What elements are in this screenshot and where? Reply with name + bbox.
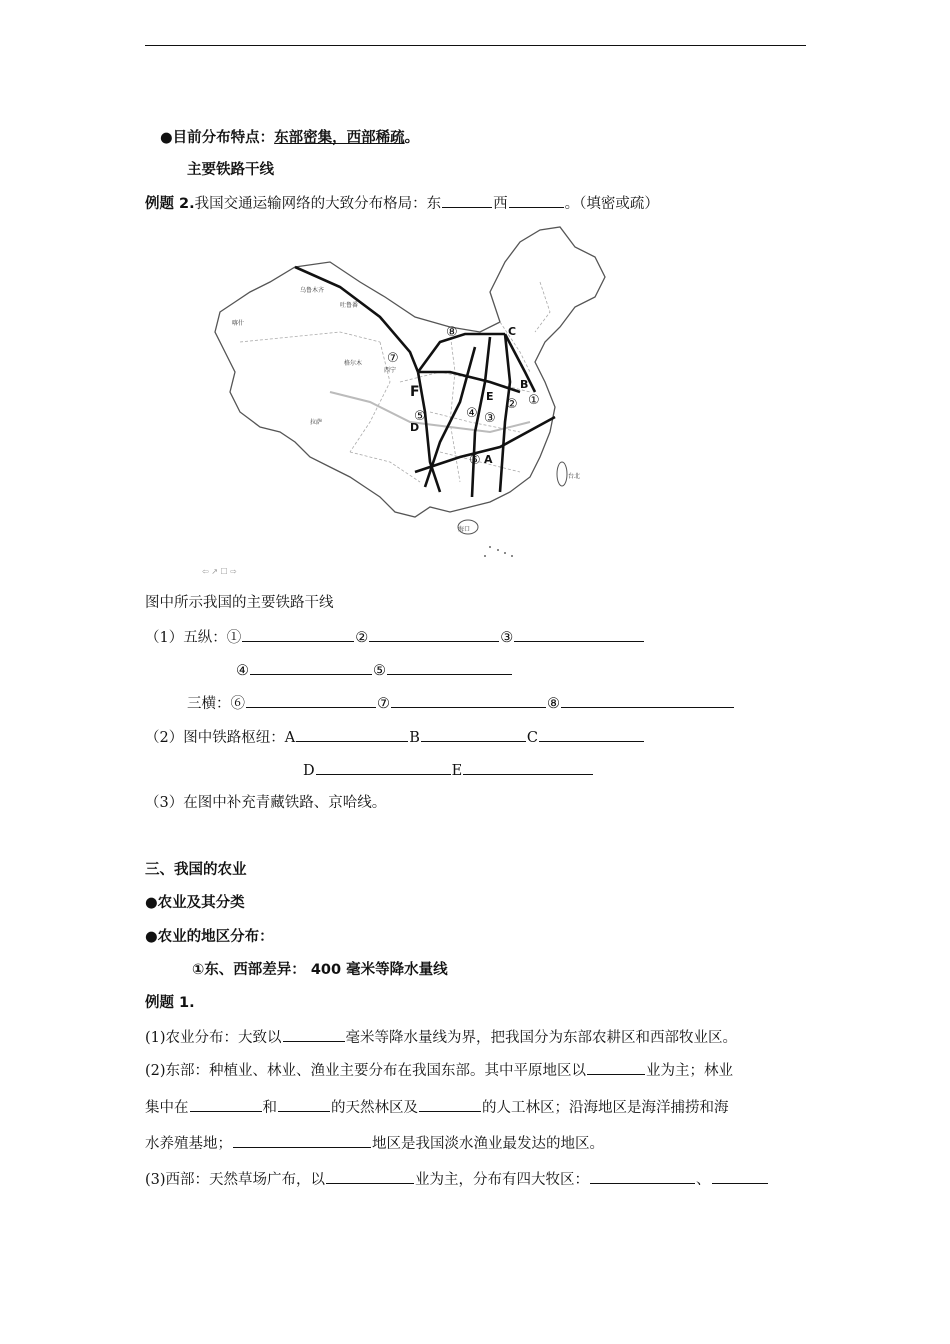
map-number-6: ⑥	[469, 453, 481, 468]
q1-circ2: ②	[355, 630, 369, 646]
map-number-1: ①	[528, 393, 540, 408]
blank-west-agri[interactable]	[326, 1169, 414, 1184]
e1-line3-c: 的天然林区及	[331, 1100, 418, 1116]
map-city-golmud: 格尔木	[344, 360, 363, 367]
blank-hub-c[interactable]	[539, 727, 644, 742]
map-city-xining: 西宁	[384, 367, 397, 374]
q2-line2	[303, 760, 594, 781]
map-hub-D: D	[410, 421, 420, 434]
blank-rainfall[interactable]	[283, 1027, 345, 1042]
distribution-line	[160, 128, 419, 148]
e1-line2	[145, 1060, 733, 1081]
blank-hub-e[interactable]	[463, 760, 593, 775]
map-number-8: ⑧	[446, 325, 458, 340]
q2-hub-a: A	[284, 730, 296, 746]
example2-hint: 。（填密或疏）	[564, 196, 659, 212]
map-city-urumqi: 乌鲁木齐	[300, 287, 325, 294]
q1-circ4: ④	[236, 663, 249, 679]
example1-label: 例题 1.	[145, 995, 195, 1011]
q2-hub-c: C	[526, 730, 538, 746]
e1-line1-b: 毫米等降水量线为界，把我国分为东部农耕区和西部牧业区。	[345, 1030, 738, 1046]
bullet-distribution: ●目前分布特点：	[160, 130, 275, 146]
south-sea-islands	[484, 546, 513, 557]
east-west-heading: ①东、西部差异： 400 毫米等降水量线	[192, 962, 448, 978]
heng-circ7: ⑦	[377, 696, 390, 712]
blank-west[interactable]	[509, 193, 564, 208]
blank-pasture-2[interactable]	[712, 1169, 768, 1184]
blank-pasture-1[interactable]	[590, 1169, 695, 1184]
header-rule	[145, 45, 806, 46]
blank-hub-b[interactable]	[421, 727, 526, 742]
blank-q1-2[interactable]	[369, 627, 499, 642]
q1-line2	[236, 660, 513, 681]
blank-hub-a[interactable]	[296, 727, 408, 742]
bullet-agri-regions: ●农业的地区分布：	[145, 929, 274, 945]
map-number-7: ⑦	[387, 351, 399, 366]
blank-q1-5[interactable]	[387, 660, 512, 675]
map-number-2: ②	[506, 397, 518, 412]
blank-east[interactable]	[442, 193, 492, 208]
blank-q1-1[interactable]	[242, 627, 354, 642]
q3-line: （3）在图中补充青藏铁路、京哈线。	[145, 795, 387, 811]
country-outline	[215, 227, 605, 517]
example2-text: 我国交通运输网络的大致分布格局：东	[194, 196, 442, 212]
railway-map-svg	[200, 222, 610, 582]
blank-plain-agri[interactable]	[587, 1060, 645, 1075]
map-hub-F: F	[410, 384, 420, 400]
blank-q1-3[interactable]	[514, 627, 644, 642]
map-hub-A: A	[484, 453, 493, 466]
heng-circ6: ⑥	[230, 696, 245, 712]
map-city-lhasa: 拉萨	[310, 419, 323, 426]
map-city-kashgar: 喀什	[232, 320, 245, 327]
map-city-turpan: 吐鲁番	[340, 302, 359, 309]
q1-label: （1）五纵：	[145, 630, 227, 646]
china-railway-map	[200, 222, 610, 582]
q1-circ3: ③	[500, 630, 514, 646]
example2-line	[145, 193, 659, 214]
blank-hub-d[interactable]	[316, 760, 451, 775]
map-hub-B: B	[520, 378, 529, 391]
e1-line5-a: (3)西部：天然草场广布，以	[145, 1172, 326, 1188]
e1-line2-a: (2)东部：种植业、林业、渔业主要分布在我国东部。其中平原地区以	[145, 1063, 587, 1079]
blank-forest-3[interactable]	[419, 1097, 481, 1112]
map-number-5: ⑤	[414, 409, 426, 424]
map-caption: 图中所示我国的主要铁路干线	[145, 595, 334, 611]
q2-hub-b: B	[409, 730, 420, 746]
blank-q1-4[interactable]	[250, 660, 372, 675]
e1-line4-b: 地区是我国淡水渔业最发达的地区。	[372, 1136, 604, 1152]
e1-line1-a: (1)农业分布：大致以	[145, 1030, 282, 1046]
q1-circ5: ⑤	[373, 663, 386, 679]
e1-line3	[145, 1097, 729, 1118]
q1-circ1: ①	[226, 630, 242, 646]
e1-line3-b: 和	[262, 1100, 277, 1116]
e1-line3-a: 集中在	[145, 1100, 189, 1116]
e1-line5-c: 、	[696, 1172, 711, 1188]
map-hub-E: E	[486, 390, 494, 403]
heng-label: 三横：	[187, 696, 231, 712]
q2-hub-d: D	[303, 763, 315, 779]
blank-forest-1[interactable]	[190, 1097, 262, 1112]
section3-title: 三、我国的农业	[145, 862, 247, 878]
map-toolbar[interactable]: ⇦ ↗ ☐ ⇨	[202, 567, 237, 576]
map-city-taipei: 台北	[568, 473, 581, 480]
e1-line5	[145, 1169, 769, 1190]
map-number-3: ③	[484, 411, 496, 426]
distribution-answer: 东部密集，西部稀疏	[274, 130, 405, 146]
map-number-4: ④	[466, 406, 478, 421]
heng-circ8: ⑧	[547, 696, 560, 712]
example2-text-west: 西	[493, 196, 508, 212]
bullet-agri-types: ●农业及其分类	[145, 895, 245, 911]
q2-label: （2）图中铁路枢纽：	[145, 730, 285, 746]
e1-line4-a: 水养殖基地；	[145, 1136, 232, 1152]
q2-line	[145, 727, 645, 748]
example2-label: 例题 2.	[145, 196, 195, 212]
e1-line5-b: 业为主，分布有四大牧区：	[415, 1172, 590, 1188]
e1-line4	[145, 1133, 604, 1154]
heng-line	[187, 693, 735, 714]
railway-lines	[295, 267, 555, 497]
e1-line3-d: 的人工林区；沿海地区是海洋捕捞和海	[482, 1100, 729, 1116]
blank-heng-6[interactable]	[246, 693, 376, 708]
e1-line1	[145, 1027, 737, 1048]
map-hub-C: C	[508, 325, 517, 338]
taiwan-island	[557, 462, 567, 486]
distribution-end: 。	[404, 130, 420, 146]
blank-fishery[interactable]	[233, 1133, 371, 1148]
e1-line2-b: 业为主；林业	[646, 1063, 734, 1079]
blank-forest-2[interactable]	[278, 1097, 330, 1112]
q2-hub-e: E	[451, 763, 463, 779]
blank-heng-7[interactable]	[391, 693, 546, 708]
q1-line	[145, 627, 645, 648]
main-railways-heading: 主要铁路干线	[187, 162, 274, 178]
map-city-haikou: 海口	[458, 526, 471, 533]
blank-heng-8[interactable]	[561, 693, 734, 708]
